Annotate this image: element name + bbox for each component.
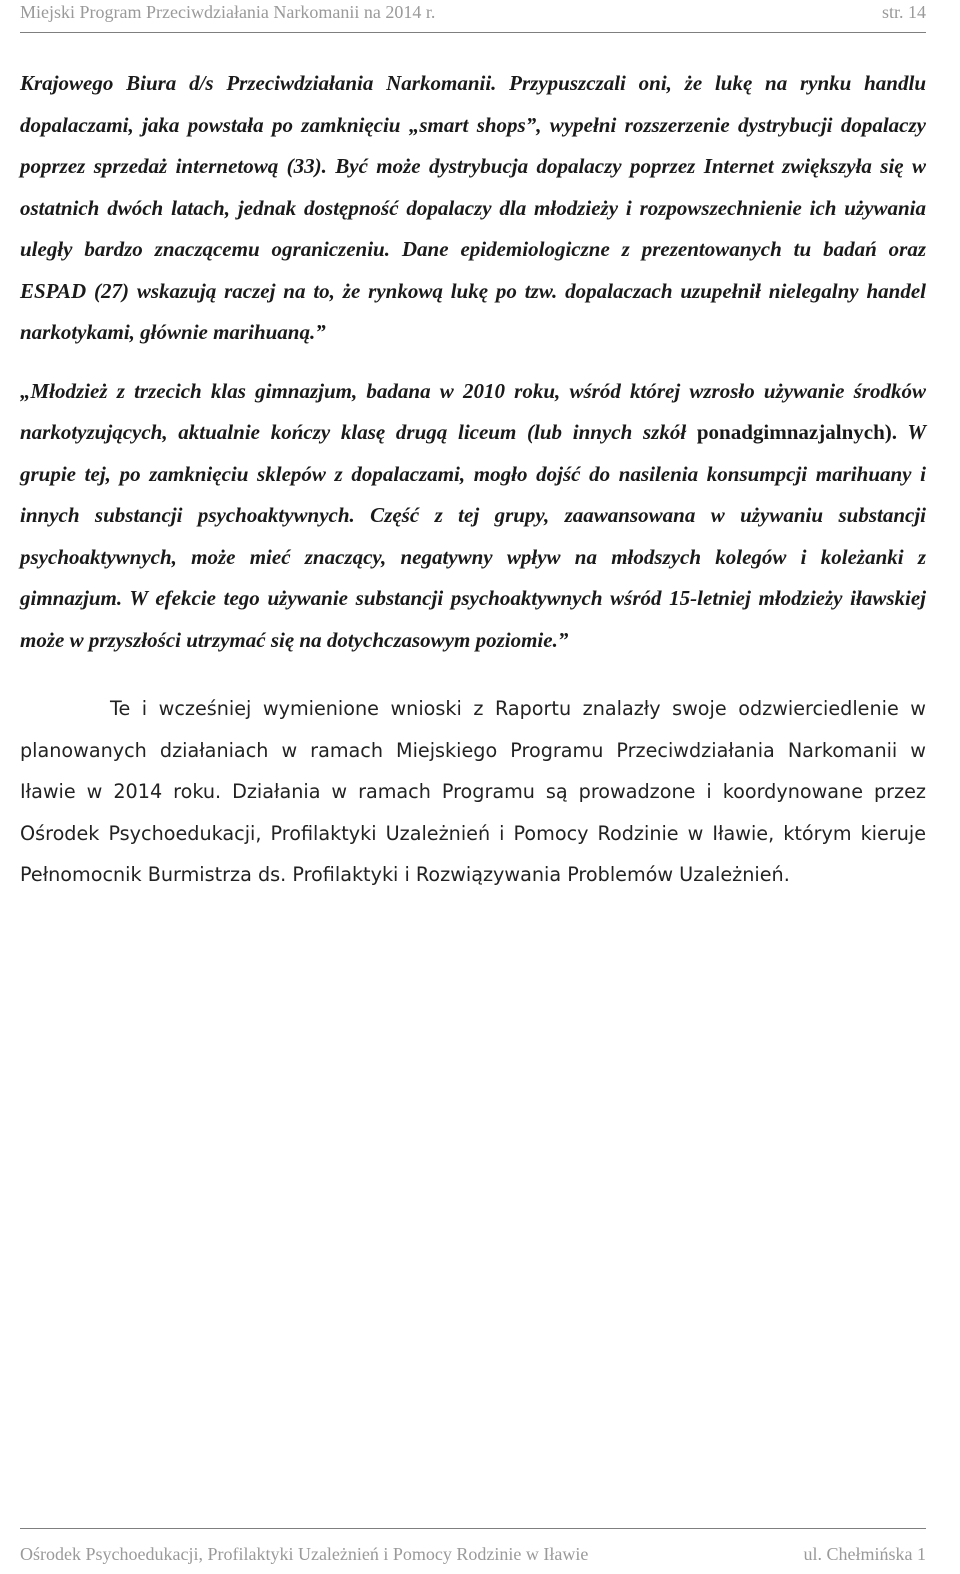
page-number: str. 14 [881,2,926,22]
quote-paragraph-continued: Krajowego Biura d/s Przeciwdziałania Narkomanii. Przypuszczali oni, że lukę na rynku handlu dopalaczami, jaka powstała po zamknięciu „smart shops”, wypełni rozszerzenie dystrybucji dopalaczy poprzez sprzedaż internetową (33). Być może dystrybucja dopalaczy poprzez Internet zwiększyła się w ostatnich dwóch latach, jednak dostępność dopalaczy dla młodzieży i rozpowszechnienie ich używania uległy bardzo znaczącemu ograniczeniu. Dane epidemiologiczne z prezentowanych tu badań oraz ESPAD (27) wskazują raczej na to, że rynkową lukę po tzw. dopalaczach uzupełnił nielegalny handel narkotykami, głównie marihuaną.” [20,71,926,344]
document-body [20,63,926,896]
page-header [20,0,926,33]
footer-address: ul. Chełmińska 1 [803,1544,926,1564]
conclusion-paragraph: Te i wcześniej wymienione wnioski z Raportu znalazły swoje odzwierciedlenie w planowanych działaniach w ramach Miejskiego Programu Przeciwdziałania Narkomanii w Iławie w 2014 roku. Działania w ramach Programu są prowadzone i koordynowane przez Ośrodek Psychoedukacji, Profilaktyki Uzależnień i Pomocy Rodzinie w Iławie, którym kieruje Pełnomocnik Burmistrza ds. Profilaktyki i Rozwiązywania Problemów Uzależnień. [20,697,926,886]
quote-paragraph-youth [20,371,926,662]
page-footer [20,1528,926,1574]
quote-text-part: W grupie tej, po zamknięciu sklepów z dopalaczami, mogło dojść do nasilenia konsumpcji marihuany i innych substancji psychoaktywnych. Część z tej grupy, zaawansowana w używaniu substancji psychoaktywnych, może mieć znaczący, negatywny wpływ na młodszych kolegów i koleżanki z gimnazjum. W efekcie tego używanie substancji psychoaktywnych wśród 15-letniej młodzieży iławskiej może w przyszłości utrzymać się na dotychczasowym poziomie.” [20,420,927,652]
header-title: Miejski Program Przeciwdziałania Narkomanii na 2014 r. [20,2,436,22]
quote-text-upright: ponadgimnazjalnych). [696,420,897,444]
quote-text-part: „Młodzież z trzecich klas gimnazjum, badana w 2010 roku, wśród której wzrosło używanie środków narkotyzujących, aktualnie kończy klasę drugą liceum (lub innych szkół [20,378,926,444]
footer-organization: Ośrodek Psychoedukacji, Profilaktyki Uzależnień i Pomocy Rodzinie w Iławie [20,1544,589,1564]
